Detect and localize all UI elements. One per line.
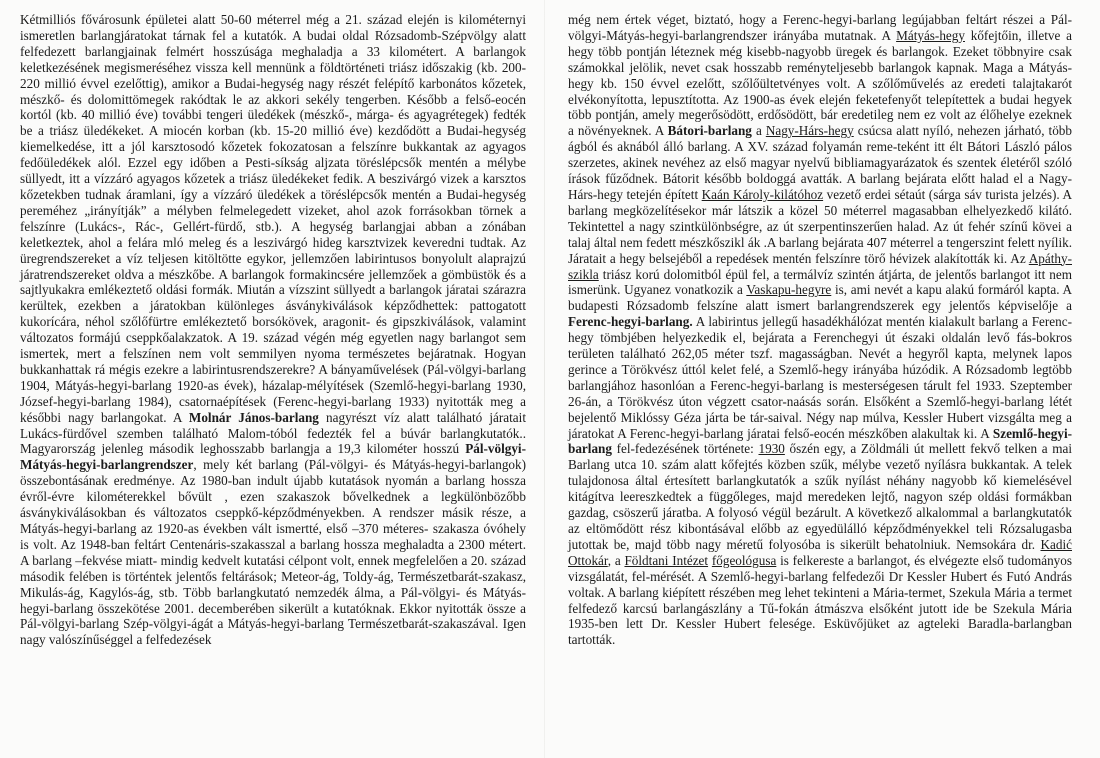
text-run: nagyrészt víz alatt található járatait Lukács-fürdővel szemben található Malom-tóból fedezték fel a búvár barlangkutatók.. Magyarország jelenleg második leghosszabb barlangja a 19,3 kilométer hosszú [20, 409, 526, 457]
bold-term-szemlo-hegyi-barlang: Szemlő-hegyi-barlang [568, 425, 1072, 457]
link-apathy-szikla[interactable]: Apáthy-szikla [568, 250, 1072, 282]
page-gutter [544, 0, 545, 758]
text-run: A labirintus jellegű hasadékhálózat mentén kialakult barlang a Ferenc-hegy tömbjében helyezkedik el, bejárata a Ferenchegyi út északi oldalán levő fás-bokros területen található 262,05 méter tszf. magasságban. Nevét a hegyről kapta, melynek lapos gerince a Törökvész úttól kelet felé, a Szemlő-hegy irányába húzódik. A Rózsadomb legtöbb barlangjához hasonlóan a Ferenc-hegyi-barlang is mesterségesen tárult fel 1933. Szeptember 26-án, a Törökvész úton végzett csator-naásás során. Elsőként a Szemlő-hegyi-barlang létét bejelentő Miklóssy Géza járta be tár-saival. Négy nap múlva, Kessler Hubert vizsgálta meg a járatokat A Ferenc-hegyi-barlang járatai felső-eocén mészkőben alakultak ki. A [568, 314, 1072, 441]
link-kadic-ottokar[interactable]: Kadić Ottokár [568, 536, 1072, 568]
link-fogeologusa[interactable]: főgeológusa [711, 552, 777, 568]
text-run: , mely két barlang (Pál-völgyi- és Mátyás-hegyi-barlangok) összebontásának eredménye. Az 1980-ban indult újabb kutatások nyomán a barlang hossza évről-évre kilométerekkel bővült , ezen szakaszok bővelkednek a legkülönbözőbb ásványkiválásokban és változatos cseppkő-képződményekben. A rendszer másik része, a Mátyás-hegyi-barlang az 1920-as években vált ismertté, első –370 méteres- szakasza óvóhely is volt. Az 1948-ban feltárt Centenáris-szakasszal a barlang hossza meghaladta a 2300 métert. A barlang –fekvése miatt- mindig kedvelt kutatási célpont volt, ennek megfelelően a 20. század második felében is történtek jelentős feltárások; Meteor-ág, Toldy-ág, Természetbarát-szakasz, Mikulás-ág, Kagylós-ág, stb. Több barlangkutató nemzedék álma, a Pál-völgyi- és Mátyás-hegyi-barlang összekötése 2001. decemberében sikerült a kutatóknak. Ekkor nyitották össze a Pál-völgyi-barlang Szép-völgyi-ágát a Mátyás-hegyi-barlang Természetbarát-szakaszával. Igen nagy valószínűséggel a felfedezések [20, 457, 526, 648]
text-run: Kétmilliós fővárosunk épületei alatt 50-60 méterrel még a 21. század elején is kilométernyi ismeretlen barlangjáratokat tárnak fel a kutatók. A budai oldal Rózsadomb-Szépvölgy alatt felfedezett barlangjainak felmért hosszúsága meghaladja a 33 kilométert. A barlangok keletkezésének megismeréséhez vissza kell mennünk a földtörténeti triász időszakig (kb. 200-220 millió évvel ezelőttig), amikor a Budai-hegység nagy részét felépítő karbonátos kőzetek, mészkő- és dolomittömegek rakódtak le az akkori sekély tengerben. Később a felső-eocén kortól (kb. 40 millió éve) további tengeri üledékek (mészkő-, márga- és agyagrétegek) fedték be a triász üledékeket. A miocén korban (kb. 15-20 millió éve) kezdődött a Budai-hegység kiemelkedése, itt a jól karsztosodó kőzetek fokozatosan a felszínre bukkantak az agyagos fedőüledékek alól. Ezzel egy időben a Pesti-síkság aljzata töréslépcsők mentén a mélybe süllyedt, itt a vízzáró agyagos kőzetek a triász üledékeket fedik. A beszivárgó vizek a karsztos kőzetekben tudnak áramlani, így a vízzáró üledékek a töréslépcsők mentén a Budai-hegység pereméhez „irányítják” a mélyben felmelegedett vizeket, ahol azok forrásokban törnek a felszínre (Lukács-, Rác-, Gellért-fürdő, stb.). A hegység barlangjai abban a zónában keletkeztek, ahol a felára mló meleg és a leszivárgó hideg karsztvizek keveredni tudtak. Az üregrendszereket a víz teljesen kitöltötte egykor, jellemzően labirintusos bonyolult alaprajzú járatrendszereket oldva a mészkőbe. A barlangok formakincsére jellemzőek a gömbüstök és a sajtlyukakra emlékeztető oldási formák. Miután a vízszint süllyedt a barlangok járatai szárazra kerültek, ezekben a járatokban különleges ásványkiválások képződhettek: pattogatott kukorícára, néhol szőlőfürtre emlékeztető borsókövek, aragonit- és gipszkiválások, valamint változatos formájú cseppkőalakzatok. A 19. század végén még egyetlen nagy barlangot sem ismertek, mert a felszínen nem volt semmilyen nyoma természetes bejáratnak. Hogyan bukkanhattak rá mégis ezekre a labirintusrendszerekre? A bányaművelések (Pál-völgyi-barlang 1904, Mátyás-hegyi-barlang 1920-as évek), házalap-mélyítések (Szemlő-hegyi-barlang 1930, József-hegyi-barlang 1984), csatornaépítések (Ferenc-hegyi-barlang 1933) nyitották meg a későbbi nagy barlangokat. A [20, 12, 526, 425]
text-run: kőfejtőin, illetve a hegy több pontján léteznek még kisebb-nagyobb üregek és barlangok. Ezeket többnyire csak számokkal jelölik, nevet csak hosszabb reményteljesebb barlangok kapnak. Maga a Mátyás-hegy kb. 150 évvel ezelőtt, szőlőültetvényes volt. A szőlőművelés az eredeti talajtakarót elvékonyította, lepusztította. Az 1900-as évek elején feketefenyőt telepítettek a budai hegyek több pontján, amely megerősödött, erdősödött, bár eredetileg nem ez volt az élőhelye ezeknek a növényeknek. A [568, 27, 1072, 139]
text-run: őszén egy, a Zöldmáli út mellett fekvő telken a mai Barlang utca 10. szám alatt kőfejtés közben szűk, mélybe vezető nyílásra bukkantak. A telek tulajdonosa által értesített barlangkutatók a szűk nyílást néhány nagyobb kő kiemelésével kitágítva leereszkedtek a függőleges, majd meredeken lejtő, nagyon szép oldási formákban gazdag, csöszerű járatba. A folyosó végül bezárult. A következő alkalommal a barlangkutatók az eltömődött rész kibontásával előbb az egyedülálló képződményekkel teli Rózsalugasba jutottak be, majd több nagy méretű folyosóba is sikerült behatolniuk. Nemsokára dr. [568, 441, 1072, 552]
link-foldtani-intezet[interactable]: Földtani Intézet [624, 552, 709, 568]
link-1930[interactable]: 1930 [758, 441, 785, 457]
right-text-column [568, 12, 1072, 648]
bold-term-pal-volgyi-matyas-hegyi-barlangrendszer: Pál-völgyi-Mátyás-hegyi-barlangrendszer [20, 441, 526, 473]
text-run: triász korú dolomitból épül fel, a termálvíz szintén átjárta, de jelentős barlangot itt nem ismerünk. Ugyanez vonatkozik a [568, 266, 1072, 298]
text-run: is felkereste a barlangot, és elvégezte első tudományos vizsgálatát, fel-mérését. A Szemlő-hegyi-barlang felfedezői Dr Kessler Hubert és Futó András voltak. A barlang kiépített részében meg lehet tekinteni a Mária-termet, Szekula Mária a termet felfedező karcsú barlangászlány a Tű-fokán átmászva elsőként jutott ide be Szekula Mária 1935-ben lett Dr. Kessler Hubert felesége. Esküvőjüket az agteleki Baradla-barlangban tartották. [568, 552, 1072, 648]
text-run: csúcsa alatt nyíló, nehezen járható, több ágból és aknából álló barlang. A XV. század folyamán reme-teként itt élt Bátori László pálos szerzetes, akinek nevéhez az első magyar nyelvű bibliamagyarázatok és szentek életéről szóló írások fűződnek. Bátorit később boldoggá avatták. A barlang bejárata előtt halad el a Nagy-Hárs-hegy tetején épített [568, 123, 1072, 202]
link-nagy-hars-hegy[interactable]: Nagy-Hárs-hegy [765, 123, 854, 139]
text-run: vezető erdei sétaút (sárga sáv turista jelzés). A barlang megközelítésekor már látszik a közel 50 méterrel magasabban elhelyezkedő kilátó. Tekintettel a nagy szintkülönbségre, az út szerpentinszerűen halad. Az út fehér színű kövei a talaj által nem fedett mészkőszikl ák .A barlang bejárata 407 méterrel a tengerszint felett nyílik. Járatait a hegy belsejéből a repedések mentén felszínre törő hévizek alakították ki. Az [568, 186, 1072, 266]
right-paragraph [568, 12, 1072, 648]
text-run: fel-fedezésének története: [611, 441, 759, 457]
text-run: is, ami nevét a kapu alakú formáról kapta. A budapesti Rózsadomb felszíne alatt ismert barlangrendszerek egy jelentős képviselője a [568, 282, 1072, 314]
link-matyas-hegy[interactable]: Mátyás-hegy [896, 27, 965, 43]
bold-term-ferenc-hegyi-barlang: Ferenc-hegyi-barlang. [568, 314, 693, 330]
text-run: , a [607, 552, 625, 568]
text-run: még nem értek véget, biztató, hogy a Ferenc-hegyi-barlang legújabban feltárt részei a Pál-völgyi-Mátyás-hegyi-barlangrendszer irányába mutatnak. A [568, 12, 1072, 43]
bold-term-molnar-janos-barlang: Molnár János-barlang [188, 409, 319, 425]
link-vaskapu-hegy[interactable]: Vaskapu-hegyre [746, 282, 832, 298]
bold-term-batori-barlang: Bátori-barlang [667, 123, 752, 139]
left-paragraph [20, 12, 526, 648]
link-kaan-karoly-kilato[interactable]: Kaán Károly-kilátóhoz [701, 186, 824, 202]
text-run: a [751, 123, 766, 139]
left-text-column [20, 12, 526, 648]
